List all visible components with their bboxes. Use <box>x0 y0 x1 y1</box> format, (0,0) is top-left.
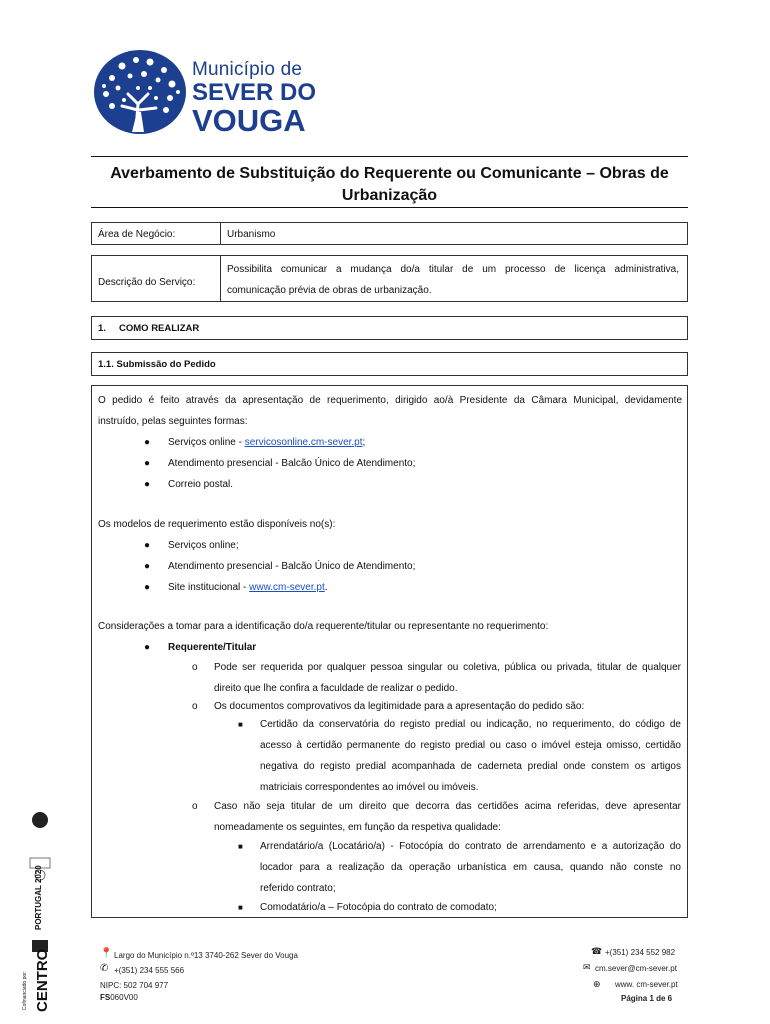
sub2-item-line1: Certidão da conservatória do registo predial ou indicação, no requerimento, do código de <box>260 719 681 730</box>
email-icon: ✉ <box>583 962 591 972</box>
cofinanciado-text: Cofinanciado por: <box>22 970 28 1010</box>
bullet-dot-icon: ● <box>144 561 151 572</box>
centro-text: CENTRO <box>34 948 51 1012</box>
descricao-line1: Possibilita comunicar a mudança do/a titular de um processo de licença administrativa, <box>227 264 679 275</box>
forma-item-3: Correio postal. <box>168 479 234 490</box>
location-pin-icon: 📍 <box>100 948 113 959</box>
bullet-square-icon: ■ <box>238 903 243 912</box>
phone-icon: ✆ <box>100 963 109 974</box>
cofinancing-logos <box>22 780 52 1012</box>
subsection-title: 1.1. Submissão do Pedido <box>98 359 216 370</box>
bullet-square-icon: ■ <box>238 720 243 729</box>
footer-email[interactable]: cm.sever@cm-sever.pt <box>595 964 677 973</box>
forma-item-1 <box>168 432 365 453</box>
modelo-item-3 <box>168 577 328 598</box>
section-number: 1. <box>98 323 106 334</box>
forma-item-1-text: Serviços online - <box>168 437 245 448</box>
title-rule-top <box>91 156 688 157</box>
sub3-item1-line2: locador para a realização da operação urbanística em causa, quando não conste no <box>260 862 681 873</box>
sub2-item-line3: negativa do registo predial acompanhada de caderneta predial onde constem os artigos <box>260 761 681 772</box>
portugal2020-text: PORTUGAL 2020 <box>34 865 43 930</box>
bullet-dot-icon: ● <box>144 540 151 551</box>
modelo-item-2: Atendimento presencial - Balcão Único de Atendimento; <box>168 561 416 572</box>
servicos-online-link[interactable]: servicosonline.cm-sever.pt <box>244 437 363 448</box>
sub3-line2: nomeadamente os seguintes, em função da respetiva qualidade: <box>214 822 501 833</box>
area-negocio-value: Urbanismo <box>227 229 276 240</box>
sub2-item-line2: acesso à certidão permanente do registo predial ou caso o imóvel esteja omisso, certidão <box>260 740 681 751</box>
section-submissao-pedido <box>91 352 688 376</box>
modelo-item-3-text: Site institucional - <box>168 582 250 593</box>
bullet-circle-icon: o <box>192 701 198 712</box>
modelos-intro: Os modelos de requerimento estão disponíveis no(s): <box>98 519 336 530</box>
sub2-item-line4: matriciais correspondentes ao imóvel ou imóveis. <box>260 782 479 793</box>
sub3-item1-line3: referido contrato; <box>260 883 336 894</box>
logo-line2: SEVER DO <box>192 79 317 106</box>
modelo-item-1: Serviços online; <box>168 540 239 551</box>
cell-divider <box>220 256 221 301</box>
sub1-line2: direito que lhe confira a faculdade de realizar o pedido. <box>214 683 458 694</box>
footer-code-suffix: 060V00 <box>110 993 138 1002</box>
logo-line1: Município de <box>192 59 303 80</box>
sub3-item1-line1: Arrendatário/a (Locatário/a) - Fotocópia do contrato de arrendamento e a autorização do <box>260 841 681 852</box>
cell-divider <box>220 223 221 244</box>
forma-item-1-suffix: ; <box>362 437 366 448</box>
logo-line3: VOUGA <box>192 103 306 138</box>
consideracoes-text: Considerações a tomar para a identificação do/a requerente/titular ou representante no requerimento: <box>98 621 549 632</box>
bullet-square-icon: ■ <box>238 842 243 851</box>
footer-fax: +(351) 234 552 982 <box>605 948 676 957</box>
page-number: Página 1 de 6 <box>621 994 673 1003</box>
footer-code-prefix: FS <box>100 993 111 1002</box>
descricao-label: Descrição do Serviço: <box>98 277 196 288</box>
forma-item-2: Atendimento presencial - Balcão Único de Atendimento; <box>168 458 416 469</box>
document-title: Averbamento de Substituição do Requerente ou Comunicante – Obras de Urbanização <box>110 165 669 204</box>
bullet-circle-icon: o <box>192 662 198 673</box>
content-box <box>91 385 688 918</box>
descricao-servico-row <box>91 255 688 302</box>
sub1-line1: Pode ser requerida por qualquer pessoa singular ou coletiva, pública ou privada, titular de qualquer <box>214 662 681 673</box>
bullet-dot-icon: ● <box>144 479 151 490</box>
area-negocio-label: Área de Negócio: <box>98 229 176 240</box>
sub3-item2: Comodatário/a – Fotocópia do contrato de comodato; <box>260 902 497 913</box>
globe-icon: ⊕ <box>593 979 601 989</box>
footer-address: Largo do Município n.º13 3740-262 Sever do Vouga <box>114 951 298 960</box>
bullet-dot-icon: ● <box>144 582 151 593</box>
descricao-line2: comunicação prévia de obras de urbanização. <box>227 285 432 296</box>
area-negocio-row <box>91 222 688 245</box>
fax-icon: ☎ <box>591 946 603 956</box>
bullet-dot-icon: ● <box>144 437 151 448</box>
bullet-dot-icon: ● <box>144 642 151 653</box>
site-institucional-link[interactable]: www.cm-sever.pt <box>249 582 325 593</box>
bullet-circle-icon: o <box>192 801 198 812</box>
footer-code <box>100 993 138 1002</box>
logo-text <box>192 60 316 136</box>
intro-line2: instruído, pelas seguintes formas: <box>98 416 248 427</box>
tree-emblem-icon <box>92 48 192 138</box>
footer-website[interactable]: www. cm-sever.pt <box>615 980 678 989</box>
title-rule-bottom <box>91 207 688 208</box>
section-como-realizar <box>91 316 688 340</box>
section-title: COMO REALIZAR <box>119 323 200 334</box>
modelo-item-3-suffix: . <box>324 582 328 593</box>
sub2-text: Os documentos comprovativos da legitimidade para a apresentação do pedido são: <box>214 701 585 712</box>
footer-nipc: NIPC: 502 704 977 <box>100 981 169 990</box>
sub3-line1: Caso não seja titular de um direito que decorra das certidões acima referidas, deve apresentar <box>214 801 681 812</box>
bullet-dot-icon: ● <box>144 458 151 469</box>
footer-phone: +(351) 234 555 566 <box>114 966 185 975</box>
requerente-heading: Requerente/Titular <box>168 642 257 653</box>
intro-line1: O pedido é feito através da apresentação de requerimento, dirigido ao/à Presidente da Câmara Municipal, devidamente <box>98 395 682 406</box>
